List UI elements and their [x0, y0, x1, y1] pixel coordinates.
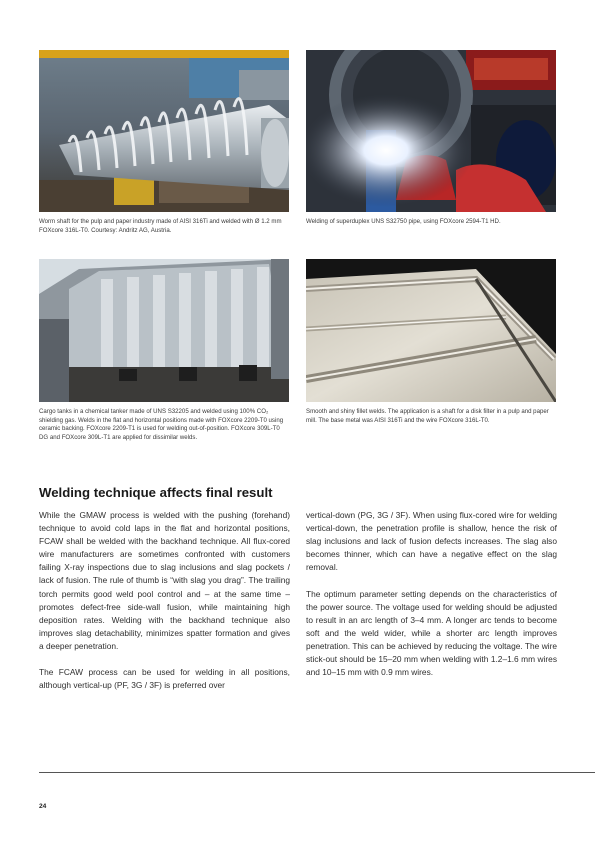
photo-pipe-welding	[306, 50, 556, 212]
paragraph: The FCAW process can be used for welding in all positions, although vertical-up (PF, 3G / 3F) is preferred over	[39, 667, 290, 691]
body-column-right	[306, 509, 557, 692]
body-column-left	[39, 509, 290, 705]
photo-cargo-tanks	[39, 259, 289, 402]
paragraph: The optimum parameter setting depends on the characteristics of the power source. The voltage used for welding should be adjusted to result in an arc length of 3–4 mm. A longer arc tends to become soft and the weld wider, while a shorter arc length improves penetration. This can be achieved by reducing the voltage. The wire stick-out should be 15–20 mm when welding with 1.2–1.6 mm wires and 10–15 mm with 0.9 mm wires.	[306, 588, 557, 678]
photo-fillet-welds	[306, 259, 556, 402]
page-number: 24	[39, 803, 47, 810]
caption-worm-shaft: Worm shaft for the pulp and paper industry made of AISI 316Ti and welded with Ø 1.2 mm FOXcore 316L-T0. Courtesy: Andritz AG, Austria.	[39, 218, 282, 234]
paragraph: vertical-down (PG, 3G / 3F). When using flux-cored wire for welding vertical-down, the penetration profile is shallow, hence the risk of slag inclusions and lack of fusion defects increases. The slag also becomes thinner, which can have a negative effect on the slag removal.	[306, 510, 557, 573]
caption-cargo-tanks: Cargo tanks in a chemical tanker made of UNS S32205 and welded using 100% CO₂ shielding gas. Welds in the flat and horizontal positions made with FOXcore 2209-T0 using ceramic backing. FOXcore 2209-T1 is used for welding out-of-position. FOXcore 309L-T0 DG and FOXcore 309L-T1 are applied for dissimilar welds.	[39, 408, 284, 441]
section-heading: Welding technique affects final result	[39, 485, 273, 500]
paragraph: While the GMAW process is welded with the pushing (forehand) technique to avoid cold laps in the flat and horizontal positions, FCAW shall be welded with the backhand technique. All flux-cored wire manufacturers are sometimes confronted with customers failing X-ray inspections due to slag inclusions and slag pockets / lack of fusion. The rule of thumb is “with slag you drag”. The trailing torch permits good weld pool control and – at the same time – promotes defect-free side-wall fusion, while maintaining high deposition rates. Welding with the backhand technique also improves slag detachability, minimizes spatter formation and gives a deeper penetration.	[39, 510, 290, 651]
photo-worm-shaft	[39, 50, 289, 212]
footer-rule	[39, 772, 595, 773]
caption-pipe-welding: Welding of superduplex UNS S32750 pipe, using FOXcore 2594-T1 HD.	[306, 218, 501, 225]
caption-fillet-welds: Smooth and shiny fillet welds. The application is a shaft for a disk filter in a pulp and paper mill. The base metal was AISI 316Ti and the wire FOXcore 316L-T0.	[306, 408, 549, 424]
